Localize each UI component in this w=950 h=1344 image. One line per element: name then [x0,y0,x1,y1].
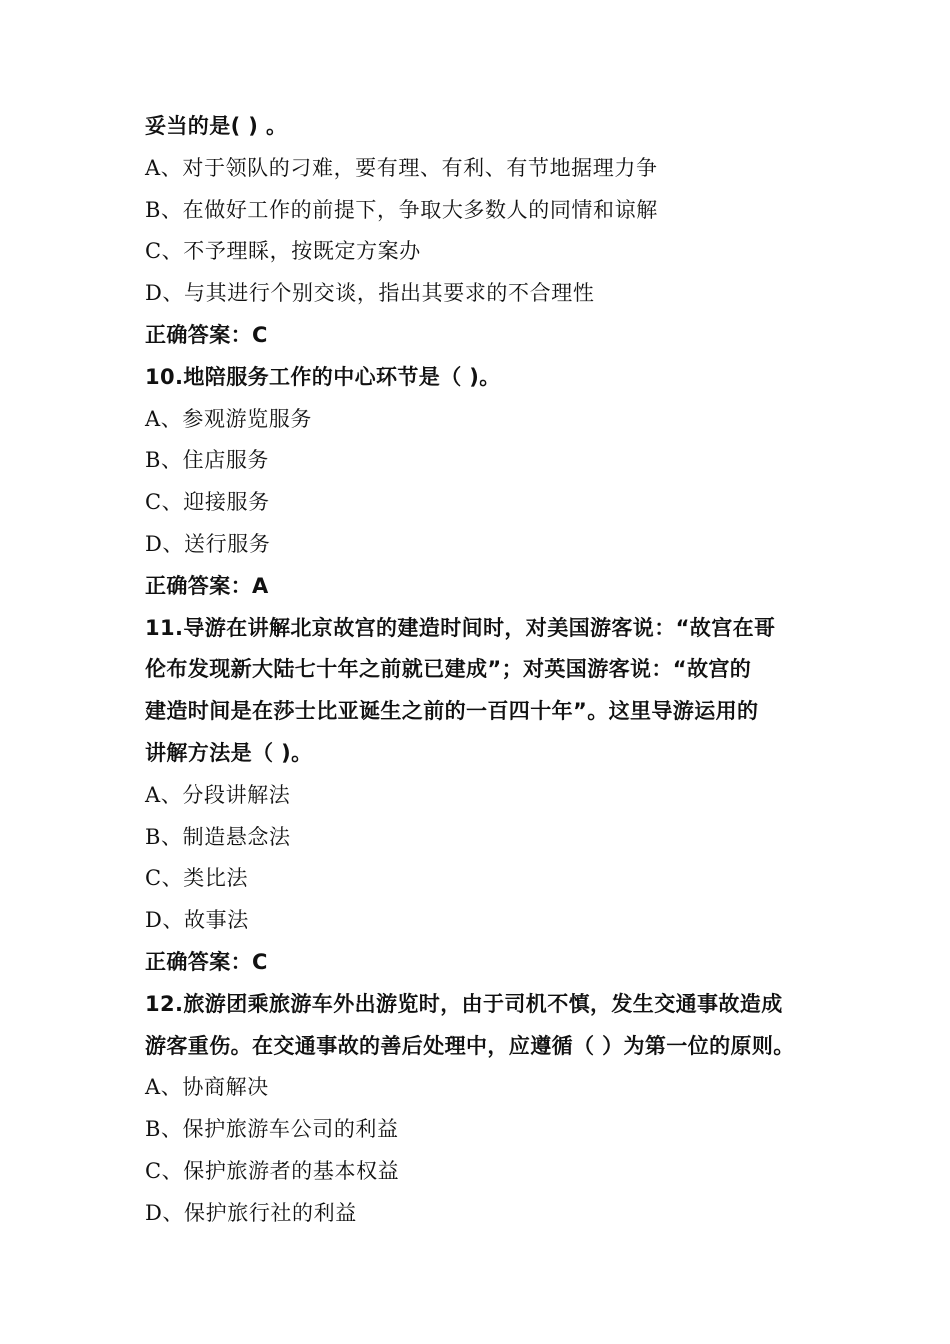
question-9-option-d: D、与其进行个别交谈，指出其要求的不合理性 [145,281,595,306]
question-9-answer: 正确答案：C [145,322,268,347]
question-12-option-a: A、协商解决 [145,1075,269,1100]
question-10-answer: 正确答案：A [145,573,269,598]
question-9-option-b: B、在做好工作的前提下，争取大多数人的同情和谅解 [145,197,658,222]
question-10-stem: 10.地陪服务工作的中心环节是（ )。 [145,364,501,389]
question-list [145,106,835,1235]
question-10-option-c: C、迎接服务 [145,490,270,515]
question-11-option-d: D、故事法 [145,908,249,933]
question-11-stem-line-1: 11.导游在讲解北京故宫的建造时间时，对美国游客说：“故宫在哥 [145,615,776,640]
question-11-option-b: B、制造悬念法 [145,824,291,849]
question-10-option-d: D、送行服务 [145,531,271,556]
question-11-answer: 正确答案：C [145,949,268,974]
question-10-option-b: B、住店服务 [145,448,270,473]
question-11-stem-line-2: 伦布发现新大陆七十年之前就已建成”；对英国游客说：“故宫的 [145,657,752,682]
question-11-option-a: A、分段讲解法 [145,782,291,807]
question-10-option-a: A、参观游览服务 [145,406,312,431]
question-12-option-b: B、保护旅游车公司的利益 [145,1117,399,1142]
question-12-stem-line-1: 12.旅游团乘旅游车外出游览时，由于司机不慎，发生交通事故造成 [145,991,783,1016]
question-11-stem-line-4: 讲解方法是（ )。 [145,740,313,765]
question-9-option-a: A、对于领队的刁难，要有理、有利、有节地据理力争 [145,155,658,180]
question-11-stem-line-3: 建造时间是在莎士比亚诞生之前的一百四十年”。这里导游运用的 [145,699,759,724]
question-9-stem: 妥当的是( ) 。 [145,114,288,138]
question-12-stem-line-2: 游客重伤。在交通事故的善后处理中，应遵循（ ）为第一位的原则。 [145,1033,795,1058]
question-12-option-d: D、保护旅行社的利益 [145,1200,357,1225]
question-11-option-c: C、类比法 [145,866,249,891]
question-9-option-c: C、不予理睬，按既定方案办 [145,239,421,264]
question-12-option-c: C、保护旅游者的基本权益 [145,1158,400,1183]
